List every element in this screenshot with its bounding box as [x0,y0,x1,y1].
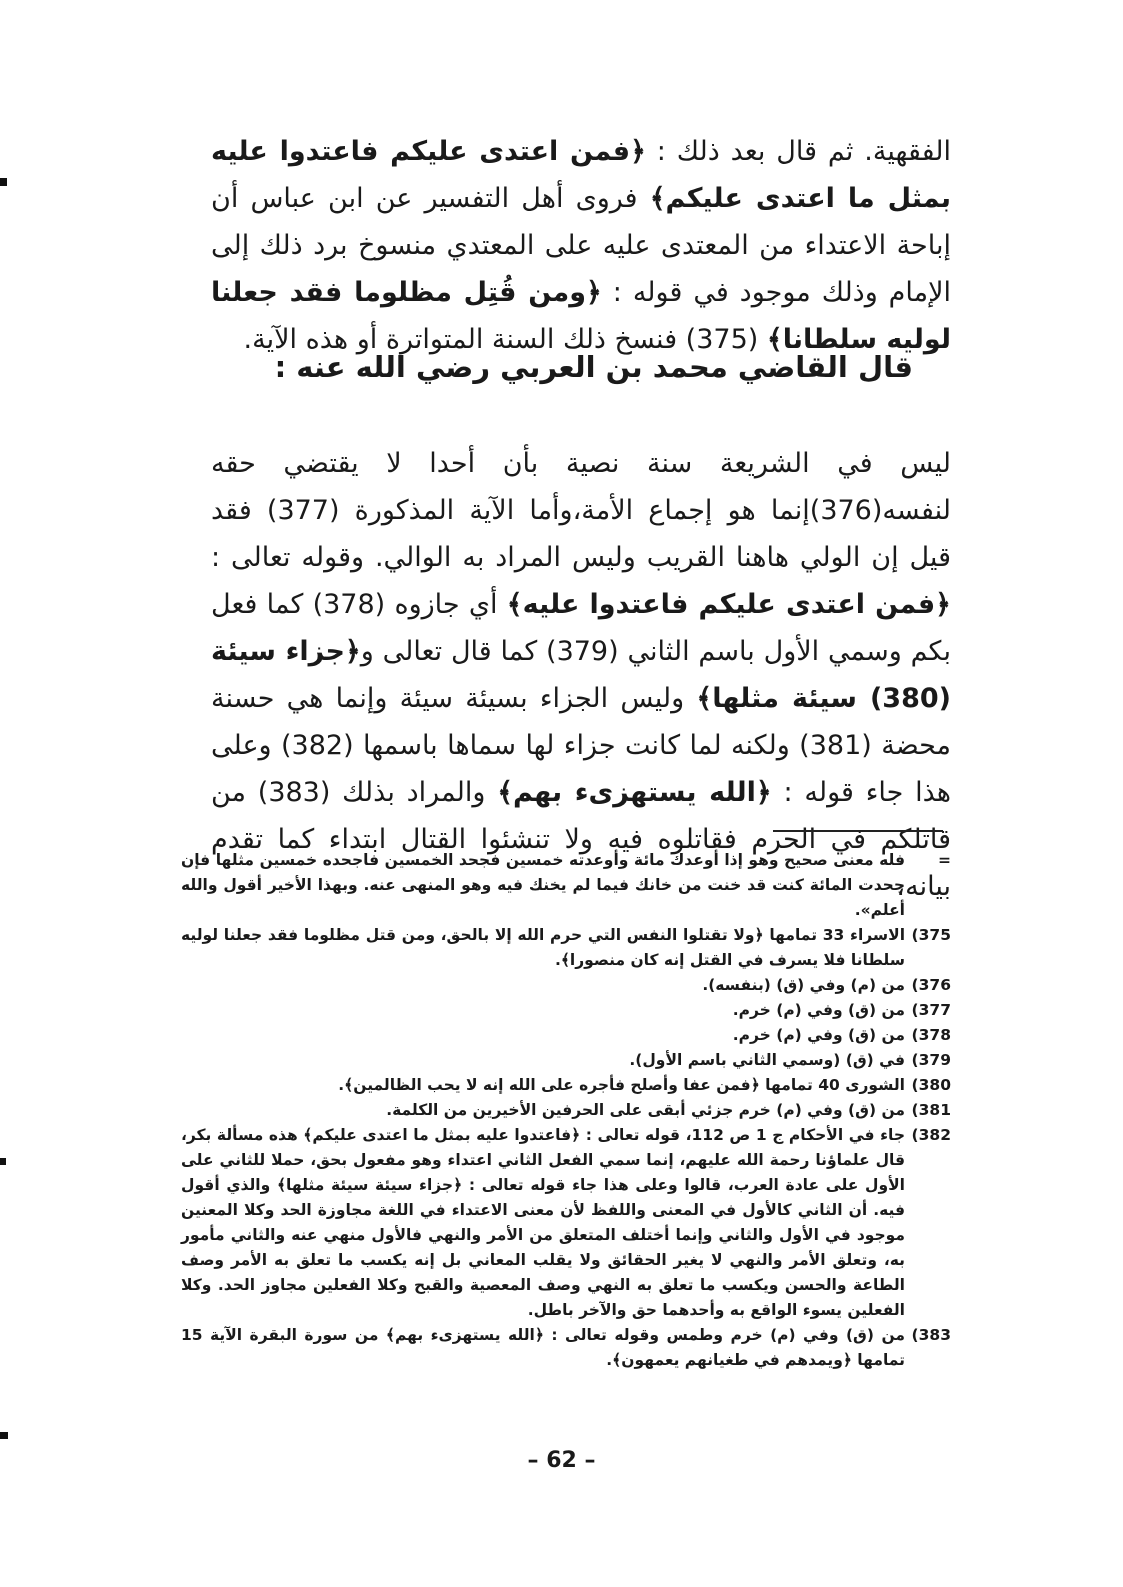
footnote-number: 379) [911,1051,951,1069]
footnote [181,1073,951,1098]
quran-verse: ﴿الله يستهزىء بهم﴾ [497,777,772,808]
footnote [181,1123,951,1323]
footnote-number: 376) [911,976,951,994]
footnote [181,923,951,973]
footnote [181,1323,951,1373]
footnote [181,848,951,923]
footnote-number: = [938,851,951,869]
footnote-number: 375) [911,926,951,944]
footnote-number: 377) [911,1001,951,1019]
footnote-text: من (م) وفي (ق) (بنفسه). [702,976,905,994]
text-segment: ليس في الشريعة سنة نصية بأن أحدا لا يقتضي حقه لنفسه(376)إنما هو إجماع الأمة،وأما الآية المذكورة (377) فقد قيل إن الولي هاهنا القريب وليس المراد به الوالي. وقوله تعالى : [211,448,951,573]
text-segment: أي جازوه (378) كما فعل بكم وسمي الأول باسم الثاني (379) كما قال تعالى و [211,589,951,667]
footnote [181,1048,951,1073]
footnote-number: 378) [911,1026,951,1044]
footnote [181,1023,951,1048]
footnote-text: الاسراء 33 تمامها ﴿ولا تقتلوا النفس التي حرم الله إلا بالحق، ومن قتل مظلوما فقد جعلنا لوليه سلطانا فلا يسرف في القتل إنه كان منصورا﴾. [181,926,906,969]
quran-verse: ﴿جزاء سيئة (380) سيئة مثلها﴾ [211,636,952,714]
scan-mark [0,1158,6,1165]
paragraph-1 [211,128,951,363]
text-segment: الفقهية. ثم قال بعد ذلك : [645,136,951,167]
page-number: – 62 – [527,1448,596,1473]
footnote-text: فله معنى صحيح وهو إذا أوعدك مائة وأوعدته خمسين فجحد الخمسين فاجحده خمسين مثلها فإن جحدت المائة كنت قد خنت من خانك فيما لم يخنك فيه وهو المنهى عنه. وبهذا الأخير أقول والله أعلم». [181,851,905,919]
scan-mark [0,1432,8,1439]
section-heading: قال القاضي محمد بن العربي رضي الله عنه : [274,350,913,384]
text-segment: وليس الجزاء بسيئة سيئة وإنما هي حسنة محضة (381) ولكنه لما كانت جزاء لها سماها باسمها (382) وعلى هذا جاء قوله : [211,683,951,808]
text-segment: (375) فنسخ ذلك السنة المتواترة أو هذه الآية. [243,324,767,355]
footnote-text: في (ق) (وسمي الثاني باسم الأول). [629,1051,905,1069]
footnote-text: جاء في الأحكام ج 1 ص 112، قوله تعالى : ﴿فاعتدوا عليه بمثل ما اعتدى عليكم﴾ هذه مسألة بكر، قال علماؤنا رحمة الله عليهم، إنما سمي الفعل الثاني اعتداء وهو مفعول بحق، حملا للثاني على الأول على عادة العرب، قالوا وعلى هذا جاء قوله تعالى : ﴿جزاء سيئة سيئة مثلها﴾ والذي أقول فيه. أن الثاني كالأول في المعنى واللفظ لأن معنى الاعتداء في اللغة مجاوزة الحد وكلا المعنين موجود في الأول والثاني وإنما أختلف المتعلق من الأمر والنهي فالأول منهي عنه والثاني مأمور به، وتعلق الأمر والنهي لا يغير الحقائق ولا يقلب المعاني بل إنه يكسب ما تعلق به الأمر وصف الطاعة والحسن ويكسب ما تعلق به النهي وصف المعصية والقبح وكلا الفعلين مجاوز الحد. وكلا الفعلين يسوء الواقع به وأحدهما حق والآخر باطل. [181,1126,905,1319]
quran-verse: ﴿ومن قُتِل مظلوما فقد جعلنا لوليه سلطانا﴾ [211,277,951,355]
footnote-text: من (ق) وفي (م) خرم وطمس وقوله تعالى : ﴿الله يستهزىء بهم﴾ من سورة البقرة الآية 15 تمامها ﴿ويمدهم في طغيانهم يعمهون﴾. [181,1326,905,1369]
footnote-number: 381) [911,1101,951,1119]
footnote-text: من (ق) وفي (م) خرم جزئي أبقى على الحرفين الأخيرين من الكلمة. [386,1101,905,1119]
footnote-text: من (ق) وفي (م) خرم. [732,1026,905,1044]
footnote-number: 382) [911,1126,951,1144]
scan-mark [0,178,7,186]
quran-verse: ﴿فمن اعتدى عليكم فاعتدوا عليه بمثل ما اعتدى عليكم﴾ [211,136,951,214]
footnote [181,998,951,1023]
footnotes [181,848,951,1373]
footnote [181,973,951,998]
footnote-number: 380) [911,1076,951,1094]
footnote-text: من (ق) وفي (م) خرم. [732,1001,905,1019]
footnote-number: 383) [911,1326,951,1344]
text-segment: والمراد بذلك (383) من قاتلكم في الحرم فقاتلوه فيه ولا تنشئوا القتال ابتداء كما تقدم بيانه، [211,777,951,902]
text-segment: فروى أهل التفسير عن ابن عباس أن إباحة الاعتداء من المعتدى عليه على المعتدي منسوخ برد ذلك إلى الإمام وذلك موجود في قوله : [211,183,951,308]
quran-verse: ﴿فمن اعتدى عليكم فاعتدوا عليه﴾ [506,589,951,620]
footnote-text: الشورى 40 تمامها ﴿فمن عفا وأصلح فأجره على الله إنه لا يحب الظالمين﴾. [338,1076,905,1094]
footnote-separator [773,830,943,832]
footnote [181,1098,951,1123]
paragraph-2 [211,440,951,910]
